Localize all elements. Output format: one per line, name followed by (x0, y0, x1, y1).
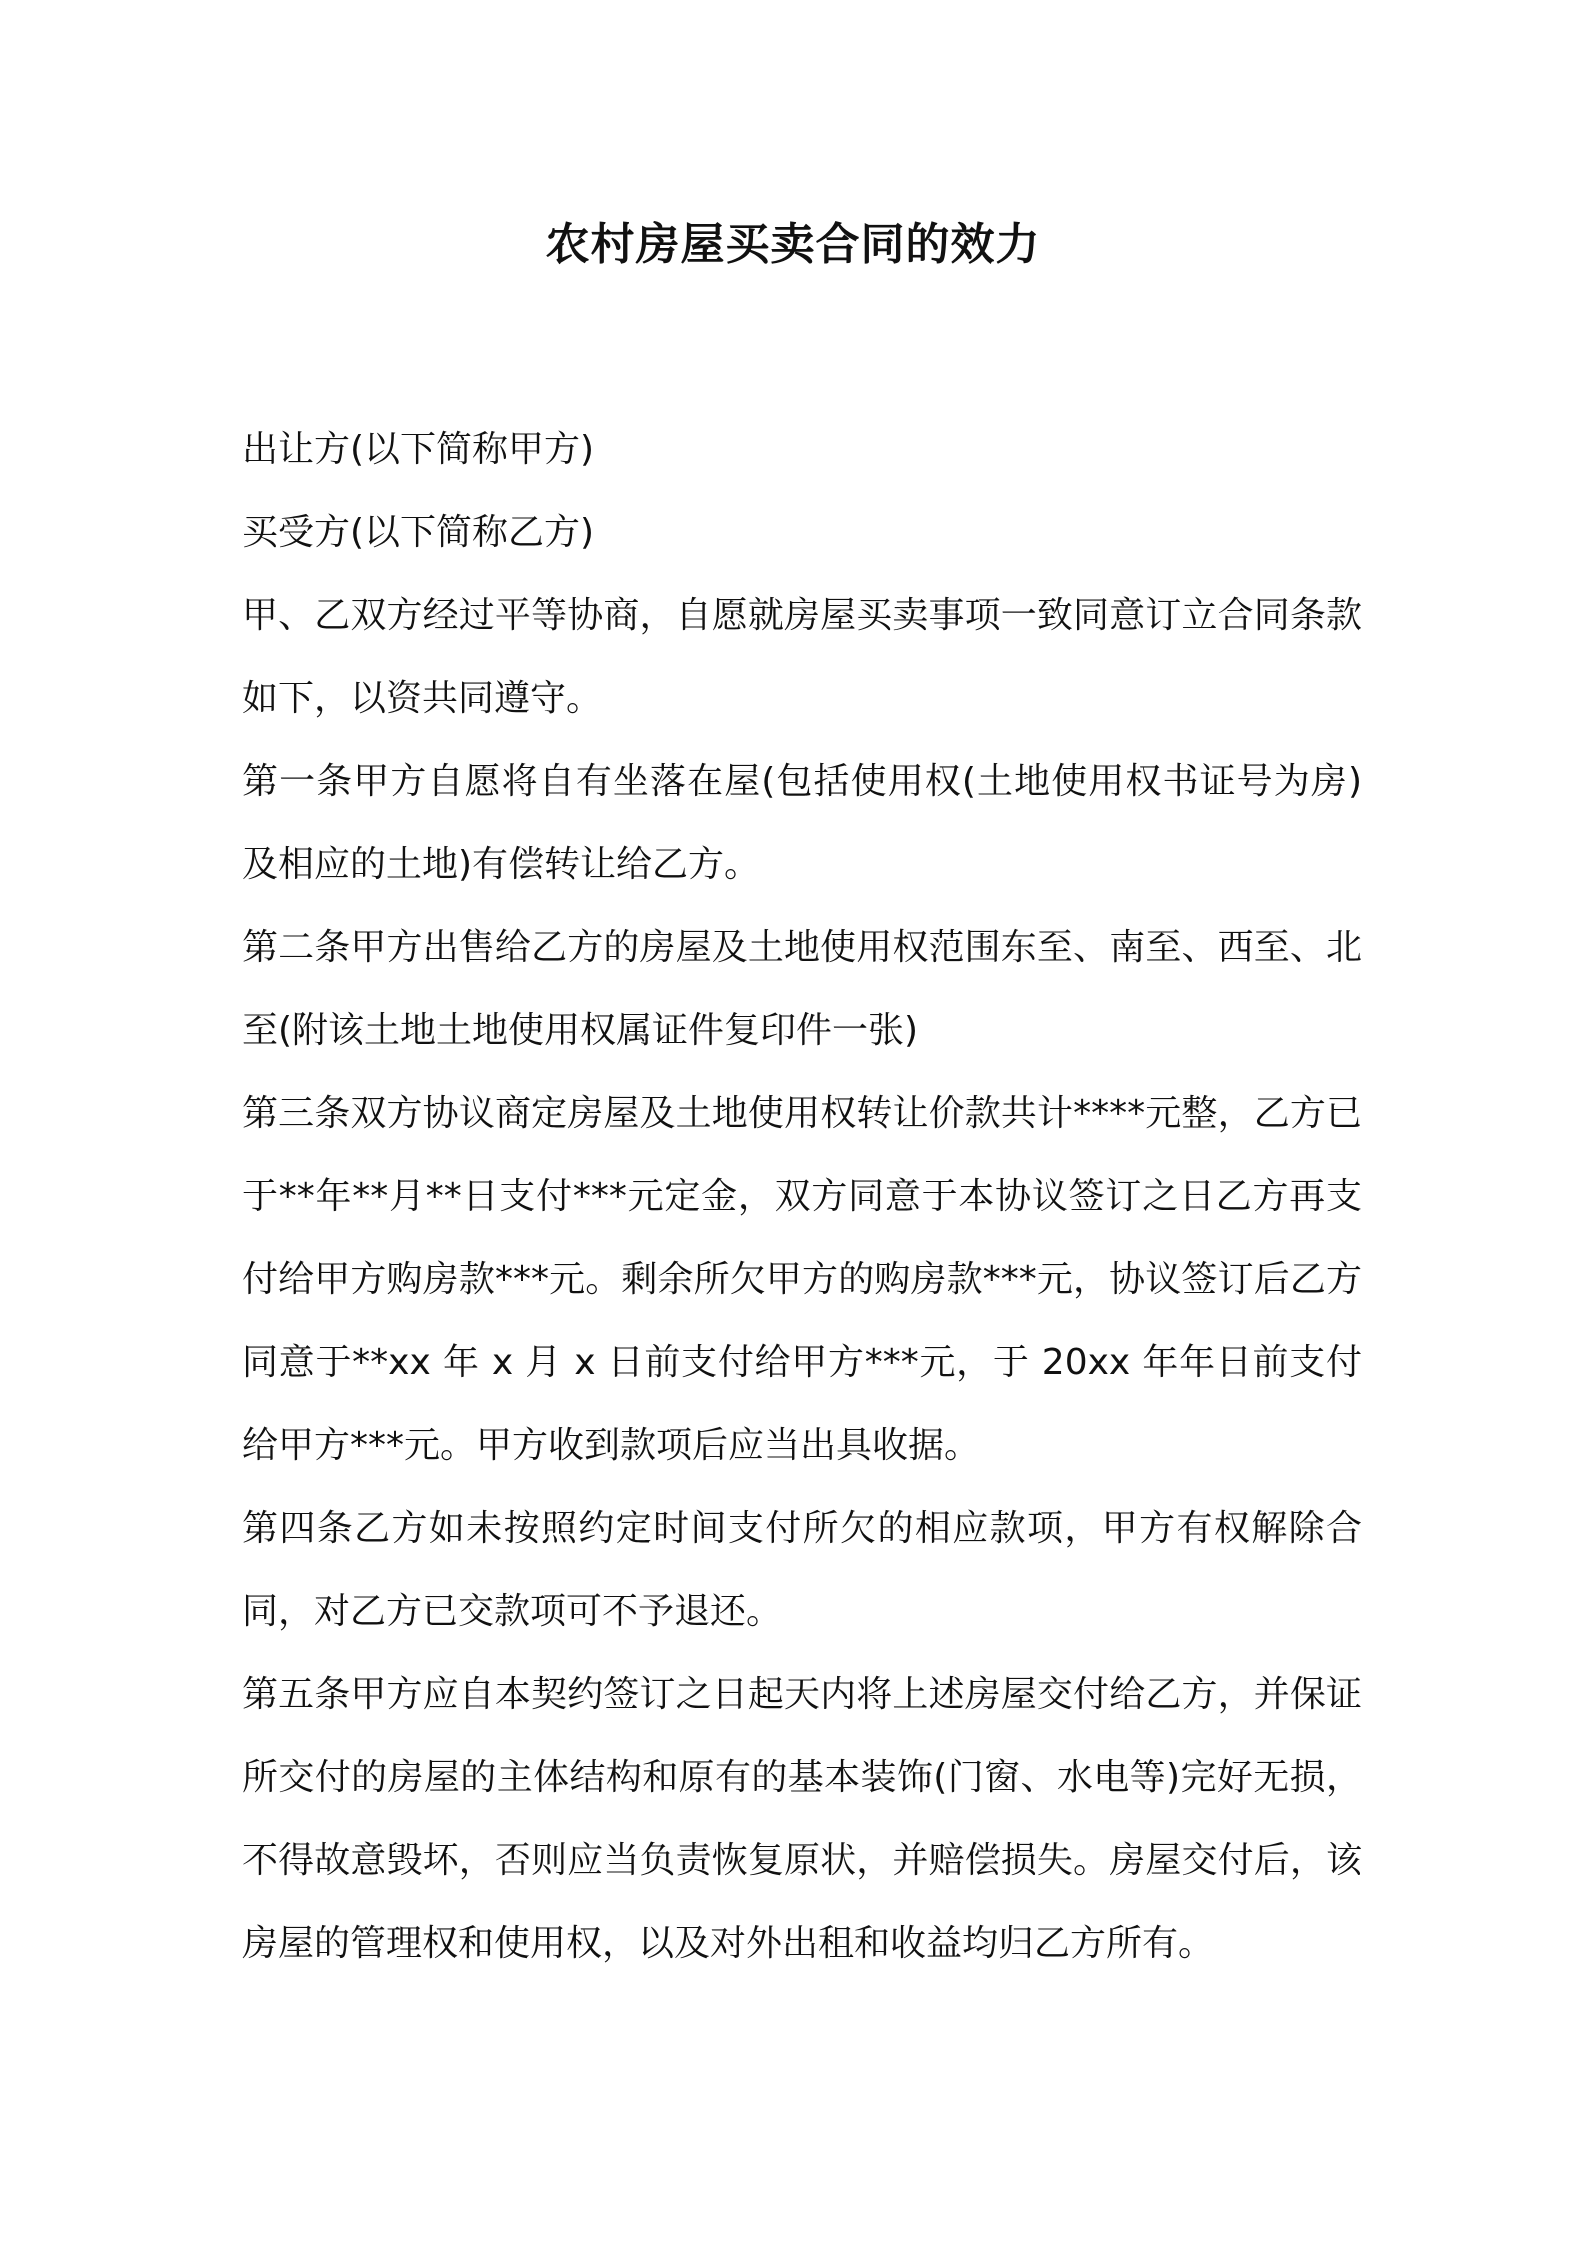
document-body (242, 408, 1362, 1985)
paragraph-article-1: 第一条甲方自愿将自有坐落在屋(包括使用权(土地使用权书证号为房)及相应的土地)有偿转让给乙方。 (242, 761, 1362, 885)
paragraph-article-2: 第二条甲方出售给乙方的房屋及土地使用权范围东至、南至、西至、北至(附该土地土地使用权属证件复印件一张) (242, 927, 1362, 1051)
paragraph-article-4: 第四条乙方如未按照约定时间支付所欠的相应款项，甲方有权解除合同，对乙方已交款项可不予退还。 (242, 1508, 1362, 1632)
paragraph-transferor: 出让方(以下简称甲方) (242, 429, 595, 470)
paragraph-article-5: 第五条甲方应自本契约签订之日起天内将上述房屋交付给乙方，并保证所交付的房屋的主体结构和原有的基本装饰(门窗、水电等)完好无损，不得故意毁坏，否则应当负责恢复原状，并赔偿损失。房屋交付后，该房屋的管理权和使用权，以及对外出租和收益均归乙方所有。 (242, 1674, 1362, 1964)
document-title: 农村房屋买卖合同的效力 (545, 219, 1041, 270)
paragraph-buyer: 买受方(以下简称乙方) (242, 512, 595, 553)
paragraph-article-3: 第三条双方协议商定房屋及土地使用权转让价款共计****元整，乙方已于**年**月**日支付***元定金，双方同意于本协议签订之日乙方再支付给甲方购房款***元。剩余所欠甲方的购房款***元，协议签订后乙方同意于**xx 年 x 月 x 日前支付给甲方***元，于 20xx 年年日前支付给甲方***元。甲方收到款项后应当出具收据。 (242, 1093, 1362, 1466)
paragraph-preamble: 甲、乙双方经过平等协商，自愿就房屋买卖事项一致同意订立合同条款如下，以资共同遵守。 (242, 595, 1362, 719)
